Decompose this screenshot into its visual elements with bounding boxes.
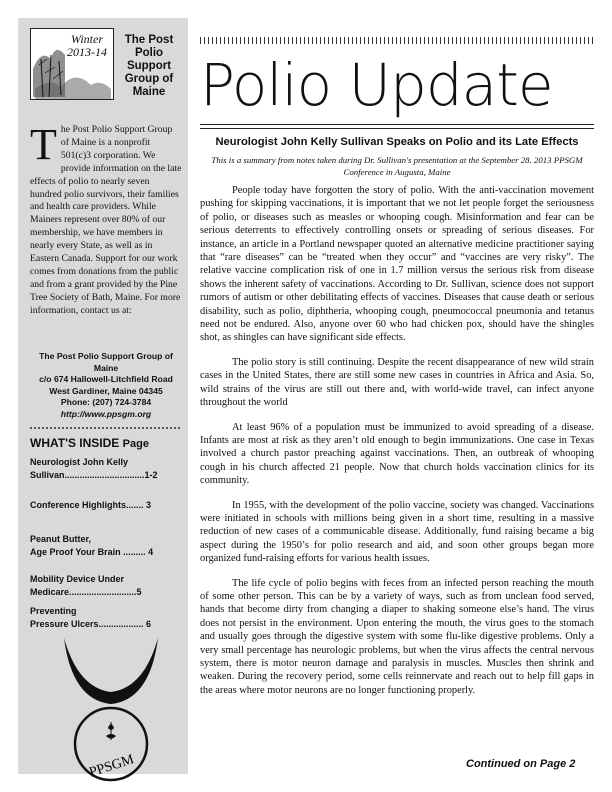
article-subtitle: This is a summary from notes taken during Dr. Sullivan's presentation at the September 28. 2013 PPSGM Conference in Augusta, Maine [211, 155, 583, 177]
toc-line: Pressure Ulcers.................. 6 [30, 619, 152, 629]
toc-line: Age Proof Your Brain ......... 4 [30, 547, 154, 557]
article-paragraph: The life cycle of polio begins with feces from an infected person reaching the mouth of some other person. This can be by a variety of ways, such as from unclean food served, hands that become dirty from changing a diaper to shaking someone else’s hand. The virus does not persist in the environment. Upon entering the mouth, the virus goes to the stomach and usually goes through the digestive system with some flu-like digestive problems. Only a very small percentage has neurologic problems, but when the virus affects the central nervous system, there is motor neuron damage and paralysis in muscles. Muscles then shrink and weaken. During the recovery period, some cells reinnervate and reach out to help fill gaps in the areas where motor neurons are no longer functioning properly. [200, 577, 594, 696]
toc-item-pressure-ulcers[interactable] [30, 605, 182, 631]
year-label: 2013-14 [67, 45, 107, 59]
article-body [200, 184, 594, 708]
address-line2: West Gardiner, Maine 04345 [49, 385, 163, 396]
intro-paragraph [30, 120, 182, 318]
page-column-label: Page [122, 438, 149, 450]
intro-text: he Post Polio Support Group of Maine is a nonprofit 501(c)3 corporation. We provide information on the late effects of polio to nearly seven hundred polio survivors, their families and health care providers. While Mainers represent over 80% of our membership, we have members in nearly every State, as well as in Eastern Canada. Support for our work comes from donations from the public and from a grant provided by the Pine Tree Society of Bath, Maine. For more information, contact us at: [30, 124, 182, 316]
newsletter-masthead: Polio Update [200, 51, 553, 119]
website-link[interactable]: http://www.ppsgm.org [60, 408, 152, 419]
toc-line: Preventing [30, 606, 77, 616]
address-phone: Phone: (207) 724-3784 [60, 397, 152, 407]
address-org: The Post Polio Support Group of Maine [39, 351, 173, 373]
article-paragraph: At least 96% of a population must be immunized to avoid spreading of a disease. Infants are most at risk as they aren’t old enough to begin immunizations. One case in Texas involved a church pastor preaching against vaccinations. Then, an outbreak of whooping cough in his church affected 21 people. Now that church holds vaccination clinics for its community. [200, 421, 594, 487]
toc-item-peanut-butter[interactable] [30, 533, 182, 559]
emblem-text: PPSGM [87, 752, 136, 781]
article-paragraph: In 1955, with the development of the polio vaccine, society was changed. Vaccinations were initiated in schools with millions being given in a short time, resulting in a massive reduction of new cases of a communicable disease. Additionally, fund raising became a big aspect during the 1950’s for polio research and aid, and soon other groups began more organized fund-raising efforts for various health issues. [200, 499, 594, 565]
winter-scene-logo [30, 28, 114, 100]
address-line1: c/o 674 Hallowell-Litchfield Road [39, 374, 173, 384]
sidebar-divider [30, 427, 180, 429]
article-paragraph: The polio story is still continuing. Despite the recent disappearance of new wild strain cases in the United States, there are still some new cases in countries in Africa and Asia. So, wild strains of the virus are still out there and, with world-wide travel, can infect anyone throughout the world [200, 356, 594, 409]
masthead-divider-top [200, 124, 594, 125]
sidebar [18, 18, 188, 781]
season-label: Winter [71, 32, 103, 46]
article-paragraph: People today have forgotten the story of polio. With the anti-vaccination movement pushing for skipping vaccinations, it is important that we not let people forget the seriousness of polio, or diseases such as measles or whooping cough. Misinformation and fear can be serious deterrents to effectively controlling onsets or spreading of serious diseases. For instance, an article in a Portland newspaper quoted an alternative medicine practitioner saying that “rare diseases” can be “treated when they occur” and “vaccines are very risky”. The relative vaccine complication risk of one in 1.7 million versus the serious risk from disease shows the inherent safety of vaccinations. According to Dr. Sullivan, science does not support rumors of autism or other debilitating effects of vaccines. Diseases that cause death or serious disability, such as polio, diphtheria, whooping cough, pneumococcal pneumonia and tetanus need not be endured. Also, anyone over 60 who had chicken pox, should have the shingles shot, as shingles can have significant side effects. [200, 185, 594, 344]
toc-item-mobility[interactable] [30, 573, 182, 599]
whats-inside-heading: WHAT'S INSIDE [30, 436, 120, 450]
toc-line: Mobility Device Under [30, 574, 125, 584]
whats-inside [30, 436, 182, 629]
toc-line: Neurologist John Kelly [30, 457, 129, 467]
ppsgm-emblem [56, 636, 166, 786]
masthead-divider-bottom [200, 128, 594, 129]
continued-link[interactable]: Continued on Page 2 [466, 758, 576, 770]
whats-inside-title [30, 436, 182, 450]
group-name: The Post Polio Support Group of Maine [124, 34, 174, 98]
toc-item-conference[interactable] [30, 499, 182, 512]
drop-cap: T [30, 120, 57, 169]
masthead-rule [200, 37, 594, 44]
toc-line: Sullivan................................1-2 [30, 470, 158, 480]
toc-item-sullivan[interactable] [30, 456, 182, 482]
toc-line: Conference Highlights....... 3 [30, 500, 152, 510]
article-headline: Neurologist John Kelly Sullivan Speaks on Polio and its Late Effects [215, 136, 579, 148]
issue-season [67, 33, 107, 59]
toc-line: Medicare...........................5 [30, 587, 142, 597]
toc-line: Peanut Butter, [30, 534, 92, 544]
contact-address [30, 351, 182, 420]
